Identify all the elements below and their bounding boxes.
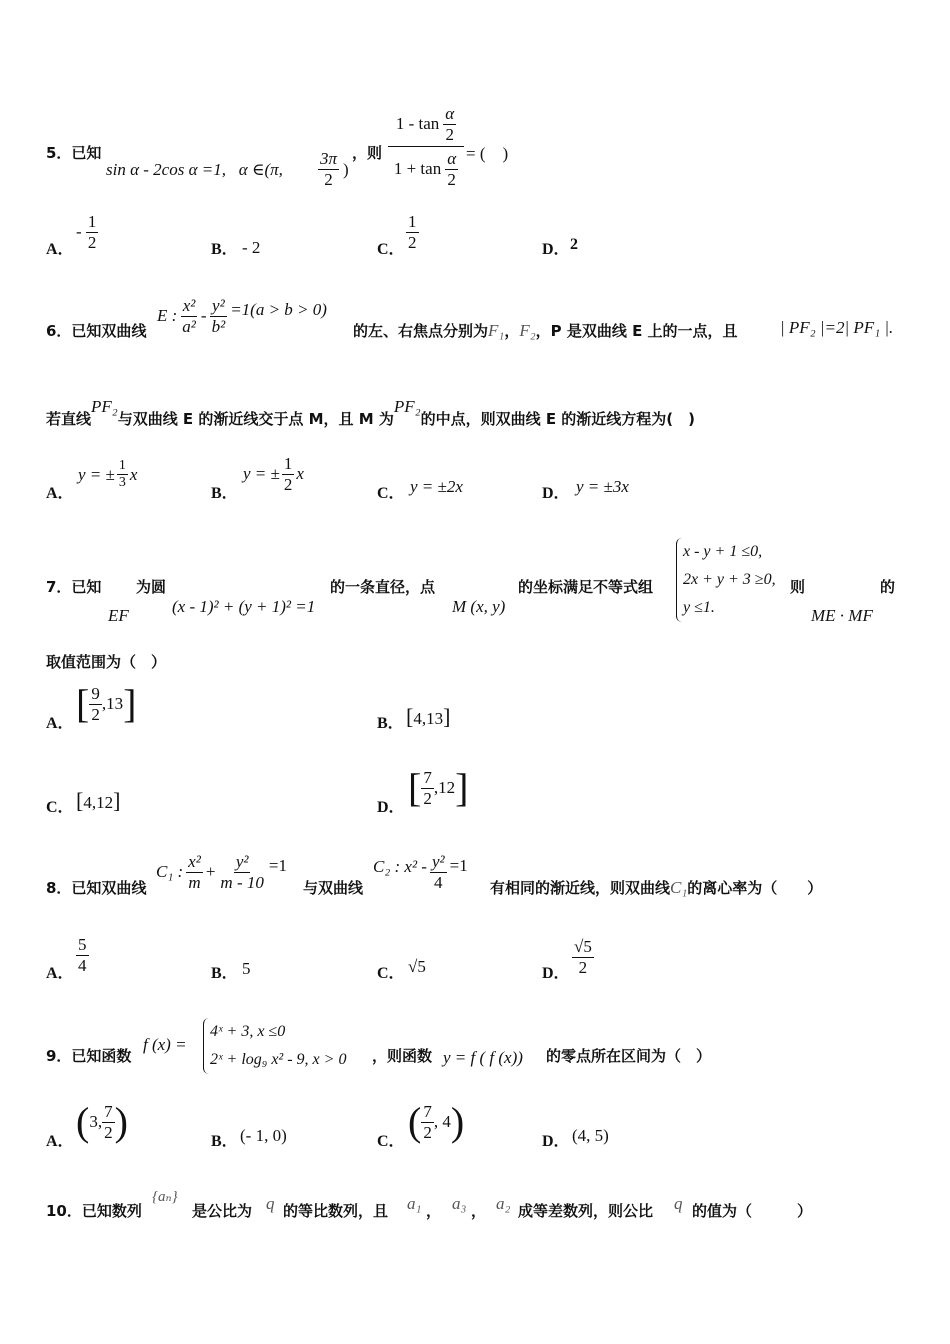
q8-plus: + — [205, 862, 216, 882]
q8-m-minus-10: m - 10 — [220, 872, 264, 892]
q8-option-c-letter[interactable]: C． — [377, 965, 405, 982]
q7-option-a-post: ,13 — [101, 694, 124, 714]
q6-option-a-pre: y = ± — [78, 464, 115, 484]
q5-big-num-2: 2 — [445, 124, 454, 144]
q9-option-c: ( $\frac{7}{2}$ , 4 ) — [408, 1099, 465, 1145]
q10-comma2: ， — [471, 1202, 487, 1220]
q8-c2-equation — [373, 852, 468, 892]
q9-option-a-letter[interactable]: A． — [46, 1133, 74, 1150]
q8-option-d-den: 2 — [578, 957, 588, 977]
q6-equation — [157, 296, 327, 336]
q7-ineq-3: y ≤1. — [683, 599, 715, 616]
q7-dot-product: ME · MF — [811, 606, 873, 625]
q7-circle: (x - 1)² + (y + 1)² =1 — [172, 597, 316, 616]
q10-q2: q — [674, 1194, 683, 1213]
q8-option-d-num: √5 — [574, 937, 592, 956]
q5-tail: = ( ) — [466, 144, 509, 163]
q6-option-b-num: 1 — [283, 454, 293, 473]
q6-option-b — [243, 454, 304, 494]
q6-eq-x2: x² — [182, 296, 196, 315]
q5-option-a-den: 2 — [87, 232, 97, 252]
q5-option-d: 2 — [570, 236, 578, 253]
q6-line2-c: 的中点，则双曲线 E 的渐近线方程为( ) — [420, 410, 696, 428]
q8-option-a-letter[interactable]: A． — [46, 965, 74, 982]
q9-option-b: (- 1, 0) — [240, 1126, 287, 1145]
q8-option-a-den: 4 — [78, 955, 87, 975]
q8-option-a — [76, 935, 89, 975]
q10-q: q — [266, 1194, 275, 1213]
q9-option-b-letter[interactable]: B． — [211, 1133, 238, 1150]
q9-option-a: ( 3, $\frac{7}{2}$ ) — [76, 1099, 128, 1145]
q9-option-c-post: , 4 — [433, 1112, 451, 1132]
q5-option-c-letter[interactable]: C． — [377, 241, 405, 258]
q8-text2-a: 有相同的渐近线，则双曲线 — [490, 879, 671, 897]
q8-option-c: √5 — [408, 957, 426, 976]
q9-fx: f (x) = — [143, 1035, 187, 1054]
q6-option-a-num: 1 — [117, 458, 128, 475]
q9-case-2: 2ˣ + log₉ x² - 9, x > 0 — [210, 1051, 347, 1068]
q7-text5: 的 — [880, 578, 896, 596]
q6-option-d: y = ±3x — [576, 477, 629, 496]
q10-a1: a₁ — [407, 1194, 422, 1213]
q5-option-b-letter[interactable]: B． — [211, 241, 238, 258]
q7-option-b-letter[interactable]: B． — [377, 715, 404, 732]
q7-option-c-text: 4,12 — [83, 793, 114, 812]
q6-option-b-den: 2 — [283, 474, 293, 494]
q7-option-d-letter[interactable]: D． — [377, 799, 405, 816]
q9-option-c-letter[interactable]: C． — [377, 1133, 405, 1150]
q6-pf2-b: PF₂ — [393, 397, 421, 416]
q5-option-a — [76, 212, 98, 252]
q8-text1: 与双曲线 — [303, 879, 364, 897]
q10-text3: 成等差数列，则公比 — [518, 1202, 654, 1220]
q10-comma1: ， — [426, 1202, 442, 1220]
q5-cond-left: sin α - 2cos α =1, — [106, 160, 226, 179]
q9-option-a-num: 7 — [104, 1102, 113, 1121]
q6-text2: ，P 是双曲线 E 上的一点，且 — [535, 322, 738, 340]
q7-option-b-text: 4,13 — [413, 709, 444, 728]
q7-option-c: [4,12] — [76, 788, 121, 813]
q6-comma: ， — [504, 322, 520, 340]
q5-option-a-letter[interactable]: A． — [46, 241, 74, 258]
q7-option-a-den: 2 — [91, 704, 100, 724]
q7-ineq-1: x - y + 1 ≤0, — [683, 543, 763, 560]
q9-option-d: (4, 5) — [572, 1126, 609, 1145]
q7-text3: 的坐标满足不等式组 — [518, 578, 654, 596]
q6-f1: F₁ — [488, 321, 505, 340]
q8-text3: 的离心率为（ ） — [687, 879, 823, 897]
q6-option-a — [78, 458, 137, 491]
q8-option-b: 5 — [242, 959, 251, 978]
q9-label: 9．已知函数 — [46, 1047, 132, 1065]
q8-four: 4 — [434, 872, 443, 892]
q7-option-d-num: 7 — [423, 768, 432, 787]
q8-m: m — [188, 872, 201, 892]
q8-eq1: =1 — [268, 856, 287, 876]
q10-text2: 的等比数列，且 — [283, 1202, 389, 1220]
q8-text2 — [490, 877, 822, 898]
q10-a3: a₃ — [452, 1194, 467, 1213]
q7-inequality-system — [676, 538, 776, 622]
q7-option-a: [ $\frac{9}{2}$ ,13 ] — [76, 681, 137, 727]
q6-line2-a: 若直线 — [46, 410, 92, 428]
q7-option-c-letter[interactable]: C． — [46, 799, 74, 816]
q5-option-c-den: 2 — [408, 232, 417, 252]
q7-option-d: [ $\frac{7}{2}$ ,12 ] — [408, 765, 469, 811]
q5-cond-frac — [318, 149, 339, 189]
q5-cond-close: ) — [343, 160, 349, 179]
q9-option-c-num: 7 — [423, 1102, 432, 1121]
q8-x2: x² — [188, 852, 201, 871]
q6-option-a-den: 3 — [118, 475, 126, 491]
q6-option-b-letter[interactable]: B． — [211, 485, 238, 502]
q5-frac-num: 3π — [320, 149, 338, 168]
q7-option-a-letter[interactable]: A． — [46, 715, 74, 732]
q9-yff: y = f ( f (x)) — [443, 1048, 523, 1067]
q10-a2: a₂ — [496, 1194, 511, 1213]
q5-label: 5．已知 — [46, 144, 102, 162]
q7-text2: 的一条直径，点 — [330, 578, 436, 596]
q7-option-d-post: ,12 — [433, 778, 456, 798]
q9-text2: 的零点所在区间为（ ） — [546, 1047, 712, 1065]
q9-option-d-letter[interactable]: D． — [542, 1133, 570, 1150]
q6-option-c: y = ±2x — [410, 477, 463, 496]
q5-option-d-letter[interactable]: D． — [542, 241, 570, 258]
q5-option-a-num: 1 — [87, 212, 97, 231]
q6-eq-e: E : — [157, 306, 178, 326]
q6-line2-b: 与双曲线 E 的渐近线交于点 M，且 M 为 — [117, 410, 394, 428]
q7-option-d-den: 2 — [423, 788, 432, 808]
q7-line2: 取值范围为（ ） — [46, 653, 167, 671]
q6-line2 — [46, 397, 696, 429]
q5-option-b: - 2 — [242, 238, 261, 257]
q8-option-d-letter[interactable]: D． — [542, 965, 570, 982]
q6-eq-b2: b² — [211, 316, 226, 336]
q8-option-a-num: 5 — [78, 935, 87, 954]
q6-text1-a: 的左、右焦点分别为 — [353, 322, 489, 340]
q5-option-c-num: 1 — [408, 212, 417, 231]
q5-big-num-text: 1 - tan — [395, 114, 440, 134]
q6-label: 6．已知双曲线 — [46, 322, 147, 340]
q6-eq-minus: - — [200, 306, 207, 326]
q7-ef: EF — [108, 606, 129, 625]
q6-option-a-letter[interactable]: A． — [46, 485, 74, 502]
q5-big-fraction — [388, 104, 464, 189]
q8-y2: y² — [235, 852, 249, 871]
q8-option-b-letter[interactable]: B． — [211, 965, 238, 982]
q10-text4: 的值为（ ） — [692, 1202, 813, 1220]
q5-big-num-alpha: α — [445, 104, 455, 123]
q9-case-1: 4ˣ + 3, x ≤0 — [210, 1023, 286, 1040]
q6-option-a-x: x — [129, 464, 138, 484]
q5-frac-den: 2 — [324, 169, 333, 189]
q7-text1: 为圆 — [136, 578, 167, 596]
q7-point: M (x, y) — [452, 597, 506, 616]
q6-pf2-a: PF₂ — [91, 397, 118, 416]
q6-option-c-letter[interactable]: C． — [377, 485, 405, 502]
q8-c2: C₂ : x² - — [373, 857, 427, 877]
q8-c1b: C₁ — [670, 878, 688, 897]
q8-c1-equation — [156, 852, 287, 892]
q6-eq-tail: =1(a > b > 0) — [230, 300, 327, 320]
q6-option-d-letter[interactable]: D． — [542, 485, 570, 502]
q9-option-a-pre: 3, — [89, 1112, 103, 1132]
q8-label: 8．已知双曲线 — [46, 879, 147, 897]
q9-option-a-den: 2 — [104, 1122, 113, 1142]
q5-option-c — [406, 212, 419, 252]
q7-ineq-2: 2x + y + 3 ≥0, — [683, 571, 776, 588]
q5-big-den-alpha: α — [447, 149, 457, 169]
q6-condition: | PF₂ |=2| PF₁ |. — [780, 318, 894, 337]
q5-option-a-minus: - — [76, 222, 82, 242]
q9-option-c-den: 2 — [423, 1122, 432, 1142]
q8-y2b: y² — [431, 852, 445, 871]
q6-eq-y2: y² — [212, 296, 225, 315]
q6-option-b-x: x — [296, 464, 304, 484]
q5-big-den-text: 1 + tan — [393, 159, 442, 179]
q5-cond-interval: α ∈(π, — [238, 160, 283, 179]
q9-piecewise — [203, 1018, 346, 1074]
q6-f2: F₂ — [519, 321, 536, 340]
q5-condition — [106, 160, 283, 180]
q10-an: {aₙ} — [152, 1189, 178, 1205]
q7-label: 7．已知 — [46, 578, 102, 596]
q7-option-a-num: 9 — [91, 684, 100, 703]
q6-option-b-pre: y = ± — [243, 464, 280, 484]
q7-option-b: [4,13] — [406, 704, 451, 729]
q10-text1: 是公比为 — [192, 1202, 253, 1220]
q10-label: 10．已知数列 — [46, 1202, 142, 1220]
q6-text1 — [353, 320, 738, 341]
q5-then: ，则 — [352, 144, 383, 162]
q6-eq-a2: a² — [182, 316, 196, 336]
q9-text1: ，则函数 — [372, 1047, 433, 1065]
q8-option-d — [572, 937, 594, 977]
q7-text4: 则 — [790, 578, 806, 596]
q5-big-den-2: 2 — [447, 169, 456, 189]
q8-c1: C₁ : — [156, 862, 184, 882]
q8-eq2: =1 — [449, 856, 468, 876]
